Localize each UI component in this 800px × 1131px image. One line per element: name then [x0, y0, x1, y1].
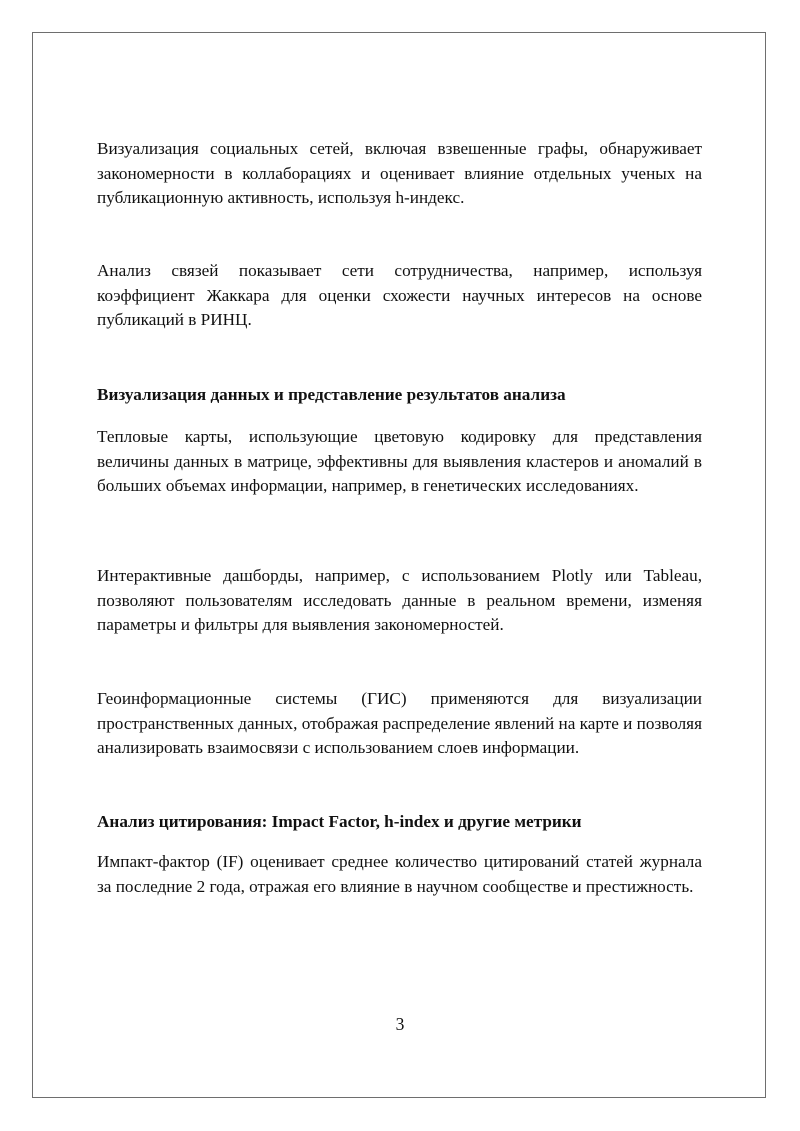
paragraph-heatmaps: Тепловые карты, использующие цветовую кодировку для представления величины данных в матрице, эффективны для выявления кластеров и аномалий в больших объемах информации, например, в генетических исследованиях. — [97, 427, 702, 495]
paragraph-dashboards: Интерактивные дашборды, например, с использованием Plotly или Tableau, позволяют пользователям исследовать данные в реальном времени, изменяя параметры и фильтры для выявления закономерностей. — [97, 566, 702, 634]
paragraph-social-networks: Визуализация социальных сетей, включая взвешенные графы, обнаруживает закономерности в коллаборациях и оценивает влияние отдельных ученых на публикационную активность, используя h-индекс. — [97, 139, 702, 207]
paragraph-impact-factor: Импакт-фактор (IF) оценивает среднее количество цитирований статей журнала за последние 2 года, отражая его влияние в научном сообществе и престижность. — [97, 852, 702, 896]
heading-citation-analysis: Анализ цитирования: Impact Factor, h-index и другие метрики — [97, 812, 582, 831]
paragraph-gis: Геоинформационные системы (ГИС) применяются для визуализации пространственных данных, отображая распределение явлений на карте и позволяя анализировать взаимосвязи с использованием слоев информации. — [97, 689, 702, 757]
page-number: 3 — [395, 1014, 405, 1034]
paragraph-link-analysis: Анализ связей показывает сети сотрудничества, например, используя коэффициент Жаккара для оценки схожести научных интересов на основе публикаций в РИНЦ. — [97, 261, 702, 329]
heading-data-visualization: Визуализация данных и представление результатов анализа — [97, 385, 566, 404]
